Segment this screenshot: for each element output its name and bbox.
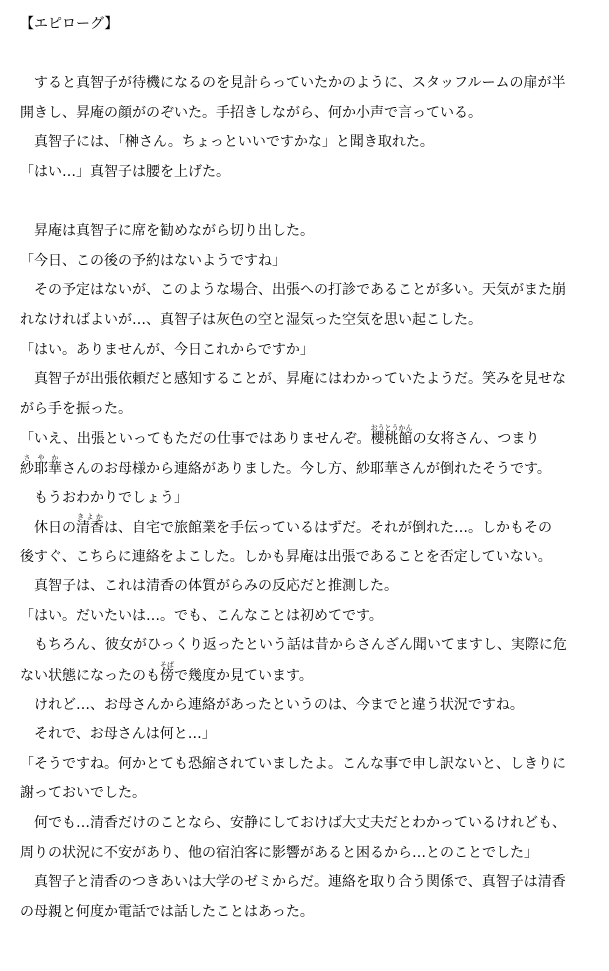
paragraph-line: それで、お母さんは何と…」 bbox=[34, 726, 216, 743]
paragraph-line: 昇庵は真智子に席を勧めながら切り出した。 bbox=[34, 223, 314, 240]
paragraph-line: 後すぐ、こちらに連絡をよこした。しかも昇庵は出張であることを否定していない。 bbox=[20, 548, 552, 565]
ruby-annotation bbox=[76, 513, 104, 537]
line-text: の女将さん、つまり bbox=[412, 431, 540, 448]
ruby-reading: そば bbox=[160, 661, 174, 670]
line-text: 「いえ、出張といってもただの仕事ではありませんぞ。 bbox=[20, 431, 371, 448]
paragraph-line: 「はい…」真智子は腰を上げた。 bbox=[20, 163, 230, 180]
paragraph-line-with-ruby bbox=[20, 424, 595, 454]
paragraph-line: 真智子には、「榊さん。ちょっといいですかな」と聞き取れた。 bbox=[34, 134, 434, 151]
paragraph-line: もちろん、彼女がひっくり返ったという話は昔からさんざん聞いてますし、実際に危 bbox=[34, 637, 567, 654]
document-body bbox=[20, 10, 595, 927]
paragraph-line: れなければよいが…、真智子は灰色の空と湿気った空気を思い起こした。 bbox=[20, 311, 482, 328]
line-text: で幾度か見ています。 bbox=[174, 668, 313, 685]
ruby-annotation bbox=[20, 453, 62, 477]
blank-line bbox=[20, 188, 595, 218]
paragraph-line: 周りの状況に不安があり、他の宿泊客に影響があると困るから…とのことでした」 bbox=[20, 844, 538, 861]
page-title: 【エピローグ】 bbox=[20, 16, 119, 32]
paragraph-line: 真智子は、これは清香の体質がらみの反応だと推測した。 bbox=[34, 578, 398, 595]
blank-line bbox=[20, 40, 595, 70]
paragraph-line-with-ruby bbox=[20, 454, 595, 484]
paragraph-line: すると真智子が待機になるのを見計らっていたかのように、スタッフルームの扉が半 bbox=[34, 75, 566, 92]
paragraph-line: 真智子が出張依頼だと感知することが、昇庵にはわかっていたようだ。笑みを見せな bbox=[34, 371, 566, 388]
paragraph-line: 謝っておいでした。 bbox=[20, 785, 146, 802]
ruby-base: 清香 bbox=[76, 520, 104, 537]
line-text: は、自宅で旅館業を手伝っているはずだ。それが倒れた…。しかもその bbox=[104, 520, 552, 537]
line-text: ない状態になったのも bbox=[20, 668, 160, 685]
paragraph-line: けれど…、お母さんから連絡があったというのは、今までと違う状況ですね。 bbox=[34, 696, 524, 713]
ruby-reading: きよか bbox=[76, 513, 104, 522]
ruby-annotation bbox=[370, 424, 413, 448]
paragraph-line: もうおわかりでしょう」 bbox=[34, 489, 188, 506]
paragraph-line: がら手を振った。 bbox=[20, 400, 132, 417]
ruby-base: 紗耶華 bbox=[20, 460, 62, 477]
paragraph-line: 何でも…清香だけのことなら、安静にしておけば大丈夫だとわかっているけれども、 bbox=[34, 815, 566, 832]
ruby-reading: さやか bbox=[20, 453, 62, 462]
paragraph-line: の母親と何度か電話では話したことはあった。 bbox=[20, 903, 314, 920]
ruby-base: 櫻桃館 bbox=[370, 431, 413, 448]
paragraph-line-with-ruby bbox=[20, 661, 595, 691]
paragraph-line-with-ruby bbox=[20, 513, 595, 543]
paragraph-line: 「はい。だいたいは…。でも、こんなことは初めてです。 bbox=[20, 607, 383, 624]
line-text: さんのお母様から連絡がありました。今し方、紗耶華さんが倒れたそうです。 bbox=[62, 460, 551, 477]
line-text: 休日の bbox=[34, 520, 76, 537]
paragraph-line: その予定はないが、このような場合、出張への打診であることが多い。天気がまた崩 bbox=[34, 282, 566, 299]
paragraph-line: 「今日、この後の予約はないようですね」 bbox=[20, 252, 286, 269]
ruby-base: 傍 bbox=[160, 668, 174, 685]
ruby-reading: おうとうかん bbox=[370, 424, 413, 433]
paragraph-line: 真智子と清香のつきあいは大学のゼミからだ。連絡を取り合う関係で、真智子は清香 bbox=[34, 874, 566, 891]
ruby-annotation bbox=[160, 661, 174, 685]
paragraph-line: 「そうですね。何かとても恐縮されていましたよ。こんな事で申し訳ないと、しきりに bbox=[20, 755, 566, 772]
paragraph-line: 「はい。ありませんが、今日これからですか」 bbox=[20, 341, 314, 358]
paragraph-line: 開きし、昇庵の顔がのぞいた。手招きしながら、何か小声で言っている。 bbox=[20, 104, 482, 121]
